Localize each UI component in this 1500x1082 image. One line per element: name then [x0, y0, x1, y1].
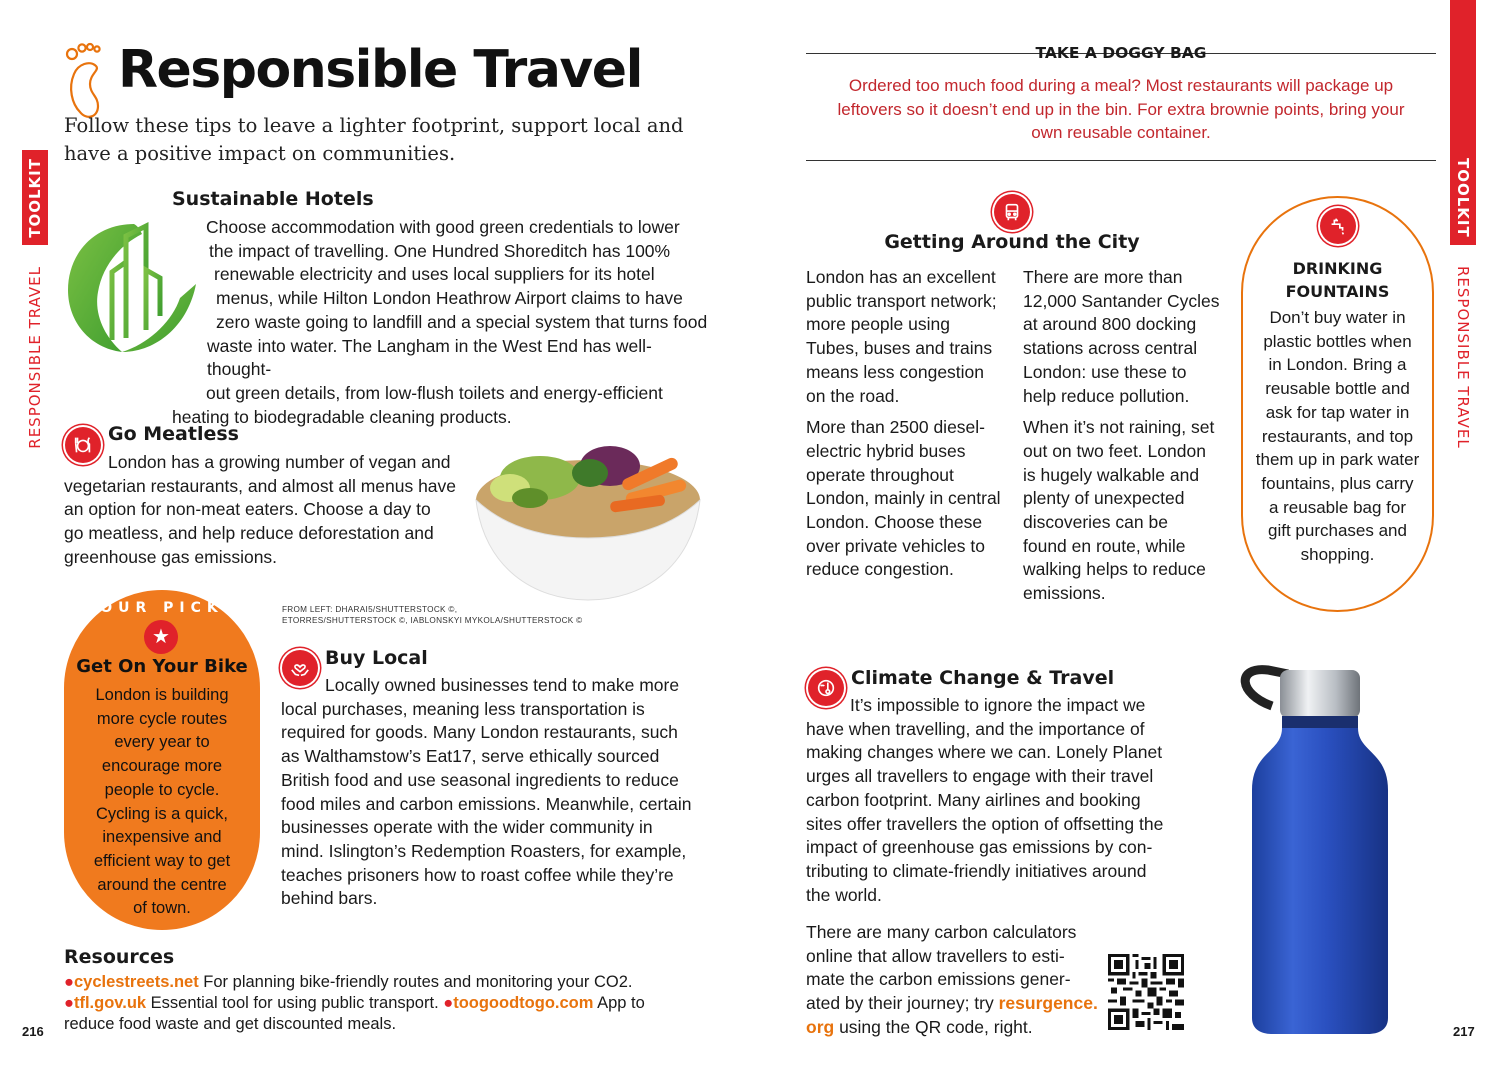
qr-code[interactable]	[1108, 954, 1184, 1030]
text-line: have when travelling, and the importance of	[806, 718, 1145, 739]
text-line: London has an excellent	[806, 267, 996, 287]
text-line: of town.	[133, 899, 191, 918]
text-line: leftovers so it doesn’t end up in the bin. For extra brownie points, bring your	[837, 99, 1405, 119]
toolkit-tab-label-right: TOOLKIT	[1454, 158, 1472, 238]
text-line: menus, while Hilton London Heathrow Airport claims to have	[216, 288, 683, 309]
heading-line: DRINKING	[1292, 259, 1383, 278]
text-line: Don’t buy water in	[1269, 308, 1406, 327]
text-line: inexpensive and	[102, 828, 222, 847]
text-line: the world.	[806, 884, 882, 905]
cyclestreets-link[interactable]: cyclestreets.net	[73, 973, 199, 991]
page-title: Responsible Travel	[118, 40, 642, 100]
text-line: impact of greenhouse gas emissions by con-	[806, 837, 1153, 858]
text-line: online that allow travellers to esti-	[806, 945, 1065, 966]
drinking-fountains-box	[1241, 196, 1434, 612]
text-line	[806, 992, 1106, 1016]
text-line: on the road.	[806, 385, 900, 406]
doggy-bag-heading: TAKE A DOGGY BAG	[1035, 44, 1207, 62]
text-line: Cycling is a quick,	[95, 804, 229, 823]
text-line: mind. Islington’s Redemption Roasters, for example,	[281, 840, 687, 861]
tfl-link[interactable]: tfl.gov.uk	[73, 994, 147, 1012]
text-line: people to cycle.	[104, 780, 220, 799]
text-line: a reusable bag for	[1268, 497, 1407, 517]
our-pick-box	[64, 590, 260, 930]
text-line: There are many carbon calculators	[806, 922, 1077, 942]
text-line: go meatless, and help reduce deforestation and	[64, 523, 434, 544]
text-line: plastic bottles when	[1263, 331, 1412, 351]
text-line: them up in park water	[1255, 450, 1420, 470]
text-line: as Walthamstow’s Eat17, serve ethically sourced	[281, 746, 660, 767]
resource-desc: Essential tool for using public transport.	[146, 994, 444, 1012]
page-number-right: 217	[1453, 1024, 1475, 1039]
text-line: sites offer travellers the option of offsetting the	[806, 813, 1164, 834]
text-line: teaches prisoners how to roast coffee while they’re	[281, 864, 674, 885]
text-fragment: using the QR code, right.	[834, 1016, 1033, 1037]
text-line: renewable electricity and uses local suppliers for its hotel	[214, 264, 655, 285]
text-line: greenhouse gas emissions.	[64, 546, 278, 567]
bullet-icon: ●	[64, 973, 74, 991]
heading-line: FOUNTAINS	[1285, 282, 1390, 301]
paragraph	[1023, 266, 1228, 408]
text-line: More than 2500 diesel-	[806, 417, 985, 438]
text-line: means less congestion	[806, 361, 985, 382]
section-side-label-right: RESPONSIBLE TRAVEL	[1454, 266, 1472, 449]
intro-text: Follow these tips to leave a lighter footprint, support local and have a positive impact on communities.	[64, 114, 684, 165]
resource-line: reduce food waste and get discounted meals.	[64, 1015, 397, 1033]
text-line: gift purchases and	[1268, 521, 1407, 541]
text-line	[806, 1016, 1106, 1040]
text-line: London, mainly in central	[806, 488, 1001, 509]
text-line: found en route, while	[1023, 535, 1186, 556]
buy-local-heading: Buy Local	[325, 647, 428, 669]
text-line: London is building	[95, 686, 229, 704]
text-line: encourage more	[101, 757, 223, 776]
credit-line: FROM LEFT: DHARAI5/SHUTTERSTOCK ©,	[282, 605, 458, 614]
text-line: stations across central	[1023, 338, 1198, 359]
text-line: reduce congestion.	[806, 559, 954, 580]
star-icon: ★	[144, 620, 178, 654]
resource-desc: For planning bike-friendly routes and monitoring your CO2.	[198, 973, 633, 991]
resources-list	[64, 972, 704, 1035]
text-line: efficient way to get	[93, 851, 231, 870]
text-line: every year to	[114, 733, 210, 752]
toogoodtogo-link[interactable]: toogoodtogo.com	[453, 994, 594, 1012]
water-tap-icon	[1320, 208, 1356, 244]
carbon-calculators-body	[806, 921, 1106, 1040]
bullet-icon: ●	[64, 994, 74, 1012]
text-line: vegetarian restaurants, and almost all menus have	[64, 475, 457, 496]
text-line: London. Choose these	[806, 512, 983, 533]
text-line: Tubes, buses and trains	[806, 338, 993, 359]
section-side-label-left: RESPONSIBLE TRAVEL	[26, 266, 44, 449]
text-line: more people using	[806, 314, 950, 335]
page-number-left: 216	[22, 1024, 44, 1039]
text-line: over private vehicles to	[806, 535, 985, 556]
resources-heading: Resources	[64, 946, 175, 968]
credit-line: ETORRES/SHUTTERSTOCK ©, IABLONSKYI MYKOLA/SHUTTERSTOCK ©	[282, 616, 583, 625]
text-line: mate the carbon emissions gener-	[806, 969, 1071, 990]
paragraph	[806, 416, 1011, 582]
paragraph	[806, 266, 1011, 408]
sustainable-hotels-body	[172, 216, 712, 429]
text-line: discoveries can be	[1023, 512, 1168, 533]
text-line: It’s impossible to ignore the impact we	[850, 695, 1146, 715]
salad-bowl-photo	[470, 428, 705, 603]
doggy-bag-bottom-rule	[806, 160, 1436, 161]
text-line: tributing to climate-friendly initiatives around	[806, 860, 1147, 881]
text-line: 12,000 Santander Cycles	[1023, 290, 1220, 311]
text-line: carbon footprint. Many airlines and booking	[806, 789, 1141, 810]
text-line: behind bars.	[281, 888, 378, 909]
drinking-fountains-heading	[1243, 257, 1432, 303]
text-line: reusable bottle and	[1265, 379, 1410, 399]
text-line: making changes where we can. Lonely Planet	[806, 742, 1163, 763]
text-line: heating to biodegradable cleaning products.	[172, 406, 512, 427]
text-line: Ordered too much food during a meal? Most restaurants will package up	[848, 76, 1394, 95]
get-on-your-bike-body	[64, 684, 260, 921]
climate-change-body	[806, 694, 1206, 907]
text-line: more cycle routes	[96, 709, 228, 728]
text-line: When it’s not raining, set	[1023, 417, 1215, 438]
text-line: plenty of unexpected	[1023, 488, 1185, 509]
go-meatless-body	[64, 451, 464, 570]
text-line: the impact of travelling. One Hundred Shoreditch has 100%	[209, 240, 671, 261]
resurgence-link-continued[interactable]: org	[806, 1016, 835, 1037]
text-line: Choose accommodation with good green credentials to lower	[206, 217, 680, 237]
doggy-bag-body	[806, 74, 1436, 145]
getting-around-col2	[1023, 266, 1228, 606]
text-line: shopping.	[1300, 545, 1375, 565]
text-line: food miles and carbon emissions. Meanwhile, certain	[281, 793, 692, 814]
text-line: urges all travellers to engage with their travel	[806, 766, 1154, 787]
paragraph	[1023, 416, 1228, 606]
resource-line	[64, 993, 704, 1014]
text-line: walking helps to reduce	[1023, 559, 1206, 580]
text-line: local purchases, meaning less transportation is	[281, 698, 645, 719]
photo-credit	[282, 604, 582, 626]
text-line: required for goods. Many London restaurants, such	[281, 722, 678, 743]
climate-change-heading: Climate Change & Travel	[851, 667, 1115, 689]
text-line: businesses operate with the wider community in	[281, 817, 653, 838]
text-line: operate throughout	[806, 464, 954, 485]
text-fragment: ated by their journey; try	[806, 993, 999, 1014]
text-line: London has a growing number of vegan and	[108, 452, 451, 472]
get-on-your-bike-heading: Get On Your Bike	[76, 656, 248, 677]
sustainable-hotels-heading: Sustainable Hotels	[172, 188, 374, 210]
buy-local-body	[281, 674, 701, 911]
text-line: electric hybrid buses	[806, 440, 966, 461]
resource-line	[64, 972, 704, 993]
text-line: waste into water. The Langham in the West End has well-thought-	[207, 335, 652, 380]
go-meatless-heading: Go Meatless	[108, 423, 239, 445]
text-line: London: use these to	[1023, 361, 1187, 382]
bus-icon	[994, 194, 1030, 230]
toolkit-tab-label-left: TOOLKIT	[26, 158, 44, 238]
text-line: in London. Bring a	[1268, 355, 1407, 375]
text-line: out green details, from low-flush toilets and energy-efficient	[206, 382, 663, 403]
text-line: There are more than	[1023, 267, 1183, 287]
text-line: fountains, plus carry	[1261, 473, 1414, 493]
reusable-water-bottle-photo	[1230, 660, 1405, 1040]
text-line: help reduce pollution.	[1023, 385, 1190, 406]
text-line: British food and use seasonal ingredients to reduce	[281, 769, 679, 790]
text-line: out on two feet. London	[1023, 440, 1206, 461]
text-line: own reusable container.	[1031, 123, 1211, 142]
getting-around-heading: Getting Around the City	[884, 231, 1140, 253]
text-line: zero waste going to landfill and a special system that turns food	[216, 311, 708, 332]
text-line: emissions.	[1023, 583, 1106, 604]
text-line: around the centre	[97, 875, 227, 894]
text-line: at around 800 docking	[1023, 314, 1197, 335]
resource-desc: App to	[593, 994, 645, 1012]
bullet-icon: ●	[443, 994, 454, 1012]
getting-around-col1	[806, 266, 1011, 582]
text-line: Locally owned businesses tend to make more	[325, 675, 680, 695]
text-line: is hugely walkable and	[1023, 464, 1200, 485]
drinking-fountains-body	[1243, 306, 1432, 567]
text-line: public transport network;	[806, 290, 997, 311]
resurgence-link[interactable]: resurgence.	[998, 993, 1098, 1014]
text-line: an option for non-meat eaters. Choose a day to	[64, 499, 431, 520]
our-pick-badge: OUR PICK	[100, 600, 224, 616]
text-line: ask for tap water in	[1265, 402, 1410, 422]
text-line: restaurants, and top	[1261, 426, 1414, 446]
